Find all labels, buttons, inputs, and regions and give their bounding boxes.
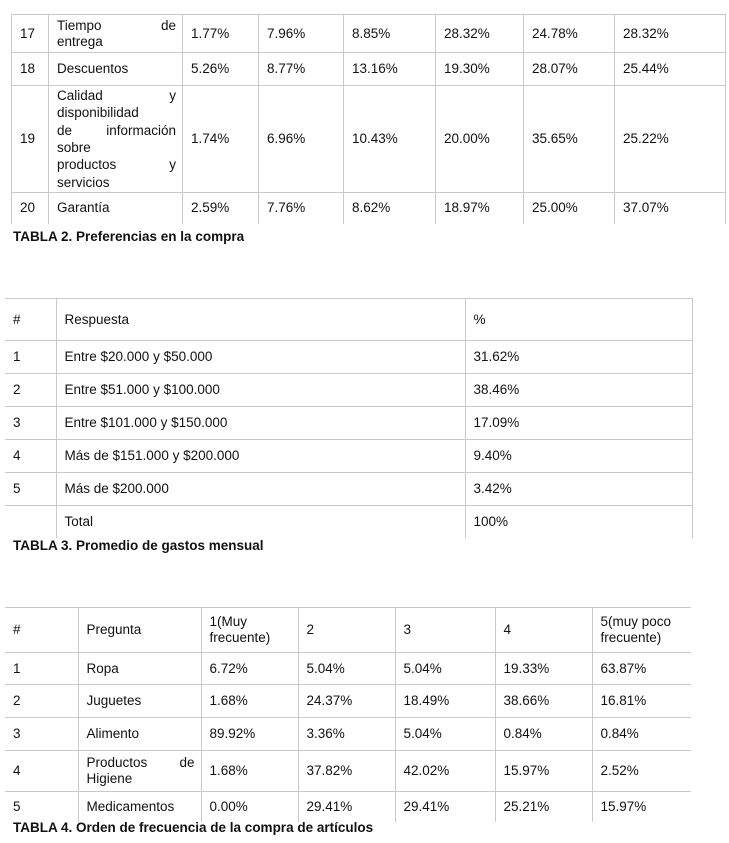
cell-value: 29.41% [395, 792, 495, 822]
header-freq-3: 3 [395, 608, 495, 653]
cell-value: 25.00% [524, 193, 615, 224]
table-row [12, 193, 726, 224]
cell-value: 0.00% [201, 792, 298, 822]
row-answer: Entre $51.000 y $100.000 [56, 374, 465, 407]
cell-value: 0.84% [495, 718, 592, 751]
cell-value: 6.96% [259, 86, 344, 193]
cell-value: 15.97% [495, 751, 592, 792]
cell-value: 1.68% [201, 751, 298, 792]
row-number: 20 [12, 193, 49, 224]
table-gastos [5, 298, 693, 538]
cell-value: 19.33% [495, 653, 592, 685]
cell-value: 15.97% [592, 792, 691, 822]
cell-value: 18.49% [395, 685, 495, 718]
table-frecuencia [5, 607, 691, 822]
cell-value: 25.44% [615, 53, 726, 86]
table-row [5, 792, 691, 822]
table-preferencias [11, 14, 726, 224]
row-answer: Entre $20.000 y $50.000 [56, 341, 465, 374]
table-row [5, 718, 691, 751]
cell-value: 18.97% [436, 193, 524, 224]
table-row [5, 751, 691, 792]
row-number: 18 [12, 53, 49, 86]
row-number: 5 [5, 792, 78, 822]
row-question: Juguetes [78, 685, 201, 718]
cell-value: 28.07% [524, 53, 615, 86]
table-caption: TABLA 2. Preferencias en la compra [13, 229, 245, 244]
cell-value: 0.84% [592, 718, 691, 751]
cell-value: 24.78% [524, 15, 615, 53]
table-row [5, 685, 691, 718]
row-percent: 3.42% [465, 473, 692, 506]
cell-value: 8.62% [344, 193, 436, 224]
row-question: Productos de Higiene [78, 751, 201, 792]
table-row [12, 15, 726, 53]
table-row [12, 86, 726, 193]
header-number: # [5, 608, 78, 653]
row-number: 3 [5, 718, 78, 751]
cell-value: 8.85% [344, 15, 436, 53]
table-row [5, 653, 691, 685]
cell-value: 35.65% [524, 86, 615, 193]
header-answer: Respuesta [56, 299, 465, 341]
table-caption: TABLA 4. Orden de frecuencia de la compra de artículos [13, 820, 374, 835]
cell-value: 42.02% [395, 751, 495, 792]
row-answer: Más de $200.000 [56, 473, 465, 506]
cell-value: 5.04% [298, 653, 395, 685]
row-label: Garantía [49, 193, 183, 224]
cell-value: 7.76% [259, 193, 344, 224]
row-number: 5 [5, 473, 56, 506]
row-percent: 38.46% [465, 374, 692, 407]
table-row [5, 473, 692, 506]
row-question: Medicamentos [78, 792, 201, 822]
row-percent: 17.09% [465, 407, 692, 440]
cell-value: 25.21% [495, 792, 592, 822]
row-number: 4 [5, 440, 56, 473]
row-answer: Más de $151.000 y $200.000 [56, 440, 465, 473]
row-number: 2 [5, 374, 56, 407]
table-row [5, 341, 692, 374]
row-number: 4 [5, 751, 78, 792]
cell-value: 24.37% [298, 685, 395, 718]
table-row [5, 407, 692, 440]
cell-value: 28.32% [436, 15, 524, 53]
cell-value: 1.74% [183, 86, 259, 193]
cell-value: 8.77% [259, 53, 344, 86]
cell-value: 29.41% [298, 792, 395, 822]
table-row [5, 440, 692, 473]
cell-value: 1.77% [183, 15, 259, 53]
header-freq-2: 2 [298, 608, 395, 653]
row-label: Descuentos [49, 53, 183, 86]
row-number: 17 [12, 15, 49, 53]
cell-value: 37.07% [615, 193, 726, 224]
empty-cell [5, 506, 56, 538]
row-number: 19 [12, 86, 49, 193]
table-header-row [5, 608, 691, 653]
row-answer: Entre $101.000 y $150.000 [56, 407, 465, 440]
cell-value: 28.32% [615, 15, 726, 53]
cell-value: 5.04% [395, 718, 495, 751]
cell-value: 5.26% [183, 53, 259, 86]
cell-value: 2.52% [592, 751, 691, 792]
cell-value: 10.43% [344, 86, 436, 193]
total-value: 100% [465, 506, 692, 538]
header-question: Pregunta [78, 608, 201, 653]
cell-value: 25.22% [615, 86, 726, 193]
table-caption: TABLA 3. Promedio de gastos mensual [13, 538, 264, 553]
cell-value: 13.16% [344, 53, 436, 86]
row-number: 1 [5, 341, 56, 374]
header-percent: % [465, 299, 692, 341]
header-freq-5: 5(muy poco frecuente) [592, 608, 691, 653]
row-question: Alimento [78, 718, 201, 751]
cell-value: 20.00% [436, 86, 524, 193]
cell-value: 6.72% [201, 653, 298, 685]
row-number: 2 [5, 685, 78, 718]
header-number: # [5, 299, 56, 341]
row-number: 1 [5, 653, 78, 685]
row-percent: 9.40% [465, 440, 692, 473]
total-label: Total [56, 506, 465, 538]
row-number: 3 [5, 407, 56, 440]
row-question: Ropa [78, 653, 201, 685]
cell-value: 7.96% [259, 15, 344, 53]
cell-value: 16.81% [592, 685, 691, 718]
header-freq-1: 1(Muy frecuente) [201, 608, 298, 653]
cell-value: 37.82% [298, 751, 395, 792]
table-row [5, 374, 692, 407]
cell-value: 38.66% [495, 685, 592, 718]
row-label: Calidad y disponibilidad de información sobre productos y servicios [49, 86, 183, 193]
row-label: Tiempo de entrega [49, 15, 183, 53]
cell-value: 3.36% [298, 718, 395, 751]
cell-value: 2.59% [183, 193, 259, 224]
cell-value: 89.92% [201, 718, 298, 751]
cell-value: 63.87% [592, 653, 691, 685]
cell-value: 5.04% [395, 653, 495, 685]
header-freq-4: 4 [495, 608, 592, 653]
cell-value: 1.68% [201, 685, 298, 718]
table-header-row [5, 299, 692, 341]
row-percent: 31.62% [465, 341, 692, 374]
table-total-row [5, 506, 692, 538]
table-row [12, 53, 726, 86]
cell-value: 19.30% [436, 53, 524, 86]
